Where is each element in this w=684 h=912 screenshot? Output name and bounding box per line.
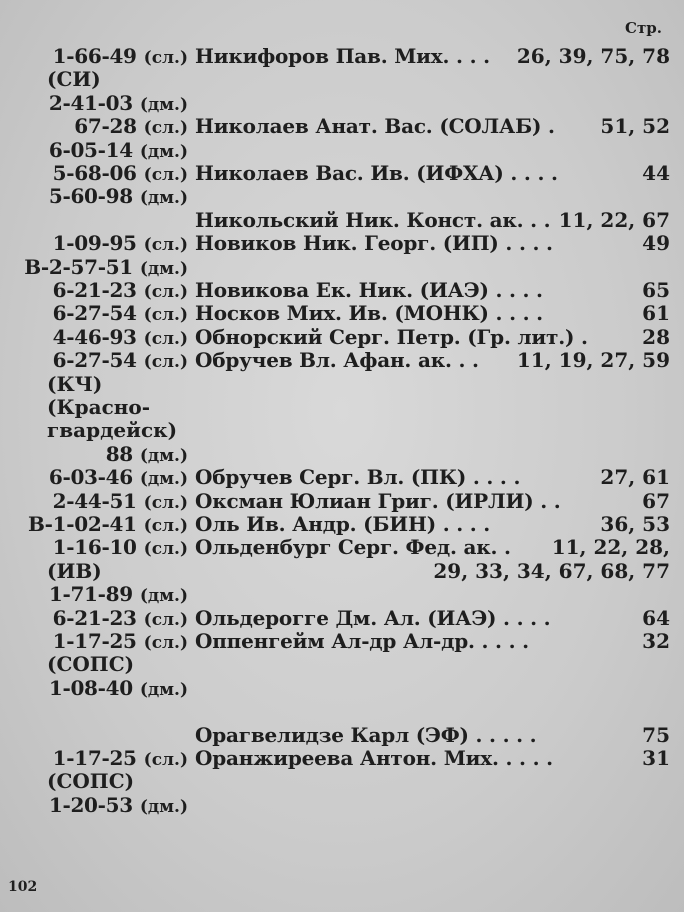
phone-number: 6-21-23 — [52, 278, 137, 302]
phone-number: 1-17-25 — [52, 746, 137, 770]
phone-number: 6-03-46 — [48, 465, 133, 490]
person-name: Обручев Вл. Афан. ак. . . — [195, 348, 479, 373]
phone-type: (сл.) — [143, 282, 188, 302]
phone-type: (сл.) — [143, 235, 188, 256]
person-name: Николаев Анат. Вас. (СОЛАБ) . — [195, 114, 555, 139]
phone-type: (сл.) — [143, 492, 188, 513]
phone-cell — [53, 44, 188, 70]
entry-row — [0, 699, 684, 723]
entry-row — [0, 418, 684, 442]
entry-row — [0, 138, 684, 162]
entry-row — [0, 746, 684, 770]
person-name: Никифоров Пав. Мих. . . . — [195, 44, 490, 68]
phone-type: (дм.) — [139, 188, 188, 209]
page-refs: 27, 61 — [600, 465, 670, 490]
phone-type: (дм.) — [139, 796, 188, 817]
entry-row — [0, 652, 684, 676]
phone-cell — [53, 161, 188, 187]
person-name: Носков Мих. Ив. (МОНК) . . . . — [195, 301, 543, 326]
person-name: Обнорский Серг. Петр. (Гр. лит.) . — [195, 324, 588, 349]
phone-type: (сл.) — [143, 165, 188, 185]
page-refs: 36, 53 — [600, 512, 670, 536]
page-refs: 75 — [642, 722, 670, 747]
phone-type: (сл.) — [143, 750, 188, 770]
phone-cell — [53, 278, 188, 304]
person-name: Никольский Ник. Конст. ак. . . — [195, 207, 551, 232]
person-name: Оранжиреева Антон. Мих. . . . . — [195, 746, 553, 770]
phone-type: (дм.) — [139, 141, 188, 162]
person-name: Ольденбург Серг. Фед. ак. . — [195, 535, 511, 560]
phone-type: (дм.) — [139, 469, 188, 490]
phone-type: (сл.) — [143, 633, 188, 653]
page-refs: 29, 33, 34, 67, 68, 77 — [433, 558, 670, 583]
person-name: Ольдерогге Дм. Ал. (ИАЭ) . . . . — [195, 605, 551, 630]
page-refs: 31 — [642, 746, 670, 770]
entry-row — [0, 325, 684, 349]
person-name: Оль Ив. Андр. (БИН) . . . . — [195, 512, 491, 536]
page-refs: 26, 39, 75, 78 — [516, 44, 670, 68]
phone-number: 4-46-93 — [52, 324, 137, 349]
phone-number: 1-20-53 — [48, 792, 133, 817]
person-name: Обручев Серг. Вл. (ПК) . . . . — [195, 465, 521, 490]
page-refs: 49 — [642, 231, 670, 256]
phone-number: 2-41-03 — [48, 90, 133, 115]
page-refs: 11, 22, 67 — [558, 207, 670, 232]
phone-number: 6-05-14 — [48, 137, 133, 162]
entry-row — [0, 278, 684, 302]
phone-number: 2-44-51 — [52, 488, 137, 513]
phone-cell — [28, 512, 188, 538]
phone-type: (сл.) — [143, 48, 188, 68]
organization-code: гвардейск) — [47, 418, 178, 443]
entry-row — [0, 489, 684, 513]
phone-number: 5-60-98 — [48, 184, 133, 209]
entry-row — [0, 208, 684, 232]
phone-cell — [53, 489, 188, 515]
phone-number: 1-17-25 — [52, 629, 137, 653]
entry-row — [0, 67, 684, 91]
page-refs: 32 — [642, 629, 670, 653]
phone-type: (дм.) — [139, 94, 188, 115]
person-name: Оксман Юлиан Григ. (ИРЛИ) . . — [195, 488, 561, 513]
organization-code: (Красно- — [47, 395, 151, 419]
phone-type: (дм.) — [139, 679, 188, 700]
phone-type: (сл.) — [143, 328, 188, 349]
organization-code: (СОПС) — [47, 769, 135, 794]
phone-type: (сл.) — [143, 352, 188, 373]
entry-row — [0, 676, 684, 700]
entry-row — [0, 559, 684, 583]
entry-row — [0, 395, 684, 419]
phone-type: (сл.) — [143, 118, 188, 139]
entry-row — [0, 301, 684, 325]
phone-type: (дм.) — [139, 586, 188, 607]
entry-row — [0, 512, 684, 536]
page-refs: 67 — [642, 488, 670, 513]
phone-cell — [49, 91, 188, 117]
entry-row — [0, 793, 684, 817]
entry-row — [0, 184, 684, 208]
phone-cell — [106, 442, 188, 468]
phone-number: В-2-57-51 — [24, 254, 133, 279]
organization-code: (КЧ) — [47, 371, 103, 396]
page-refs: 61 — [642, 301, 670, 326]
phone-cell — [53, 301, 188, 327]
person-name: Оппенгейм Ал-др Ал-др. . . . . — [195, 629, 529, 653]
phone-number: 6-27-54 — [52, 348, 137, 373]
phone-cell — [53, 231, 188, 257]
phone-cell — [74, 114, 188, 140]
entry-row — [0, 231, 684, 255]
entry-row — [0, 629, 684, 653]
entry-row — [0, 161, 684, 185]
phone-cell — [49, 184, 188, 210]
phone-type: (дм.) — [139, 258, 188, 279]
phone-number: 67-28 — [74, 114, 137, 139]
phone-cell — [53, 606, 188, 632]
page-refs: 44 — [642, 161, 670, 185]
phone-number: 1-71-89 — [48, 582, 133, 607]
phone-number: 1-16-10 — [52, 535, 137, 560]
phone-cell — [24, 255, 188, 281]
entry-row — [0, 465, 684, 489]
person-name: Новиков Ник. Георг. (ИП) . . . . — [195, 231, 553, 256]
page-refs: 65 — [642, 278, 670, 302]
entry-row — [0, 535, 684, 559]
phone-cell — [53, 746, 188, 772]
phone-type: (сл.) — [143, 516, 188, 536]
entry-row — [0, 442, 684, 466]
page-refs: 11, 19, 27, 59 — [516, 348, 670, 373]
entry-row — [0, 606, 684, 630]
phone-number: 6-21-23 — [52, 605, 137, 630]
pages-column-header: Стр. — [625, 19, 662, 37]
entry-row — [0, 255, 684, 279]
entry-row — [0, 372, 684, 396]
phone-number: 88 — [105, 441, 133, 466]
phone-type: (сл.) — [143, 305, 188, 326]
phone-cell — [53, 629, 188, 655]
phone-type: (сл.) — [143, 609, 188, 630]
page-refs: 51, 52 — [600, 114, 670, 139]
phone-type: (дм.) — [139, 445, 188, 466]
phone-cell — [49, 676, 188, 702]
phone-cell — [53, 535, 188, 561]
entry-row — [0, 114, 684, 138]
phone-number: 6-27-54 — [52, 301, 137, 326]
phone-cell — [49, 582, 188, 608]
person-name: Николаев Вас. Ив. (ИФХА) . . . . — [195, 161, 558, 185]
phone-cell — [53, 348, 188, 374]
phone-number: 1-08-40 — [48, 675, 133, 700]
organization-code: (СИ) — [47, 67, 101, 92]
person-name: Новикова Ек. Ник. (ИАЭ) . . . . — [195, 278, 543, 302]
organization-code: (ИВ) — [47, 558, 102, 583]
phone-cell — [49, 793, 188, 819]
phone-number: 1-66-49 — [52, 44, 137, 68]
page-refs: 28 — [642, 324, 670, 349]
person-name: Орагвелидзе Карл (ЭФ) . . . . . — [195, 722, 537, 747]
phone-cell — [53, 325, 188, 351]
page-refs: 11, 22, 28, — [551, 535, 670, 560]
entry-row — [0, 769, 684, 793]
phone-number: 1-09-95 — [52, 231, 137, 256]
phone-type: (сл.) — [143, 539, 188, 560]
phone-number: 5-68-06 — [52, 161, 137, 185]
entry-row — [0, 348, 684, 372]
entry-row — [0, 44, 684, 68]
page-number: 102 — [8, 879, 38, 895]
page-refs: 64 — [642, 605, 670, 630]
organization-code: (СОПС) — [47, 652, 135, 677]
phone-cell — [49, 465, 188, 491]
entry-row — [0, 91, 684, 115]
phone-cell — [49, 138, 188, 164]
entry-row — [0, 582, 684, 606]
phone-number: В-1-02-41 — [28, 512, 137, 536]
entry-row — [0, 723, 684, 747]
